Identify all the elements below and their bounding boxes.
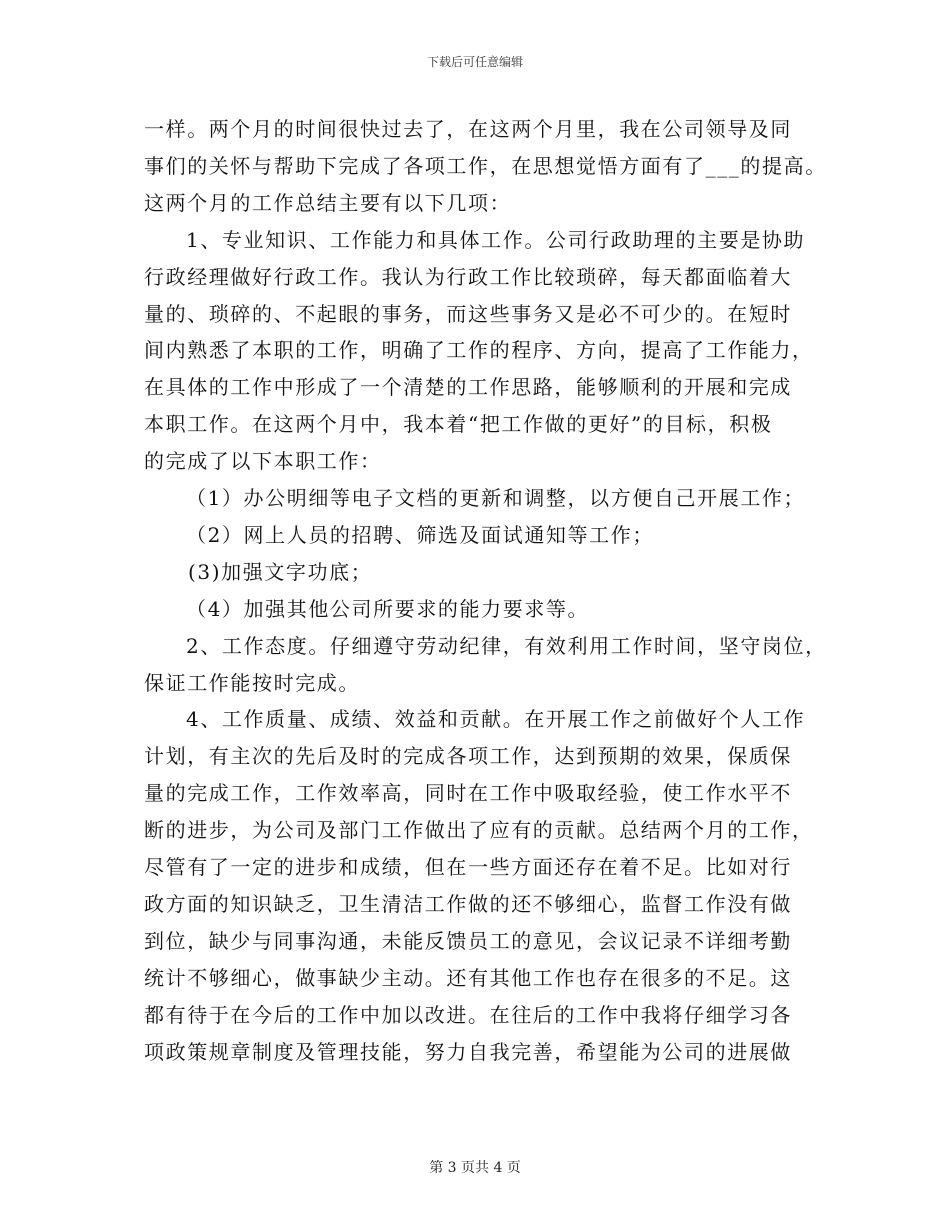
text-line: 政方面的知识缺乏，卫生清洁工作做的还不够细心，监督工作没有做 xyxy=(144,891,792,916)
text-line: (3)加强文字功底； xyxy=(188,559,373,584)
text-line: 1、专业知识、工作能力和具体工作。公司行政助理的主要是协助 xyxy=(186,227,806,252)
text-line: 的完成了以下本职工作： xyxy=(144,449,382,474)
text-line: 计划，有主次的先后及时的完成各项工作，达到预期的效果，保质保 xyxy=(144,744,792,769)
text-line: （1）办公明细等电子文档的更新和调整，以方便自己开展工作； xyxy=(186,486,806,510)
text-line: （2）网上人员的招聘、筛选及面试通知等工作； xyxy=(186,522,654,547)
text-line: 事们的关怀与帮助下完成了各项工作，在思想觉悟方面有了___的提高。 xyxy=(144,153,827,178)
text-line: 本职工作。在这两个月中，我本着“把工作做的更好”的目标，积极 xyxy=(144,412,773,437)
text-line: 项政策规章制度及管理技能，努力自我完善，希望能为公司的进展做 xyxy=(144,1039,792,1064)
text-line: 在具体的工作中形成了一个清楚的工作思路，能够顺利的开展和完成 xyxy=(144,375,792,400)
text-line: 都有待于在今后的工作中加以改进。在往后的工作中我将仔细学习各 xyxy=(144,1002,792,1027)
text-line: （4）加强其他公司所要求的能力要求等。 xyxy=(186,596,590,621)
text-line: 4、工作质量、成绩、效益和贡献。在开展工作之前做好个人工作 xyxy=(186,707,806,732)
text-line: 一样。两个月的时间很快过去了，在这两个月里，我在公司领导及同 xyxy=(144,117,792,141)
text-line: 量的、琐碎的、不起眼的事务，而这些事务又是必不可少的。在短时 xyxy=(144,301,792,326)
text-line: 这两个月的工作总结主要有以下几项： xyxy=(144,190,512,215)
text-line: 量的完成工作，工作效率高，同时在工作中吸取经验，使工作水平不 xyxy=(144,781,792,806)
page-header: 下载后可任意编辑 xyxy=(426,55,523,69)
text-line: 统计不够细心，做事缺少主动。还有其他工作也存在很多的不足。这 xyxy=(144,965,792,990)
text-line: 2、工作态度。仔细遵守劳动纪律，有效利用工作时间，坚守岗位， xyxy=(186,633,827,658)
text-line: 行政经理做好行政工作。我认为行政工作比较琐碎，每天都面临着大 xyxy=(144,264,792,289)
text-line: 到位，缺少与同事沟通，未能反馈员工的意见，会议记录不详细考勤 xyxy=(144,928,792,953)
text-line: 间内熟悉了本职的工作，明确了工作的程序、方向，提高了工作能力， xyxy=(144,338,814,363)
text-line: 保证工作能按时完成。 xyxy=(144,670,360,695)
text-line: 断的进步，为公司及部门工作做出了应有的贡献。总结两个月的工作， xyxy=(144,818,814,843)
page-number: 第 3 页共 4 页 xyxy=(429,1160,521,1176)
text-line: 尽管有了一定的进步和成绩，但在一些方面还存在着不足。比如对行 xyxy=(144,855,792,879)
